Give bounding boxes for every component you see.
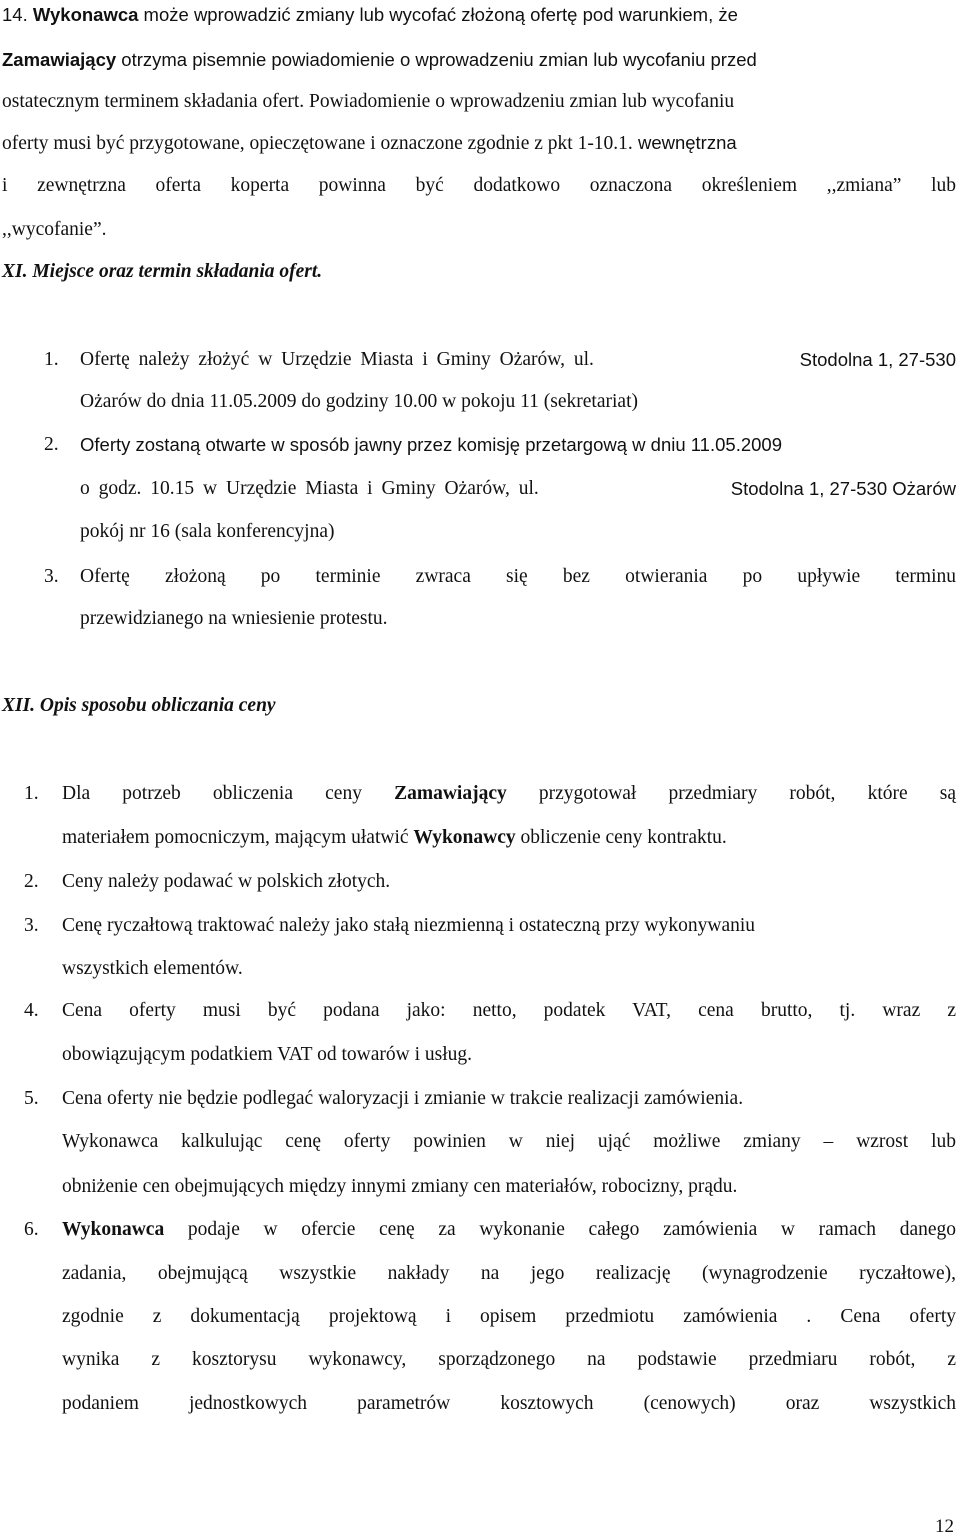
xii-item-5-line-3: obniżenie cen obejmujących między innymi zmiany cen materiałów, robocizny, prądu.: [62, 1176, 738, 1197]
section-xi-heading: XI. Miejsce oraz termin składania ofert.: [2, 261, 323, 282]
xii-item-5-line-2: [62, 1130, 956, 1154]
xi-item-3-line-1: [80, 565, 956, 589]
p14-line-6-text: ,,wycofanie”.: [2, 219, 107, 240]
p14-line-6: [2, 218, 107, 242]
page-number: 12: [935, 1516, 954, 1537]
xii-item-6-line-3: [62, 1305, 956, 1329]
p14-line-3-text: ostatecznym terminem składania ofert. Powiadomienie o wprowadzeniu zmian lub wycofaniu: [2, 91, 735, 112]
xi-item-2-number: 2.: [44, 434, 59, 455]
xii-item-6-text-e: podaniem jednostkowych parametrów kosztowych (cenowych) oraz wszystkich: [62, 1393, 956, 1414]
p14-line-5-text: i zewnętrzna oferta koperta powinna być dodatkowo oznaczona określeniem ,,zmiana” lub: [2, 175, 956, 196]
xii-item-2-line-1: Ceny należy podawać w polskich złotych.: [62, 871, 391, 892]
xi-item-1-text-b: Stodolna 1, 27-530: [799, 349, 956, 370]
p14-line-1-text: może wprowadzić zmiany lub wycofać złożoną ofertę pod warunkiem, że: [138, 4, 738, 25]
xi-item-3-number: 3.: [44, 566, 59, 587]
xii-item-6-text-c: zgodnie z dokumentacją projektową i opisem przedmiotu zamówienia . Cena oferty: [62, 1306, 956, 1327]
p14-number: 14.: [2, 4, 28, 25]
p14-line-3: [2, 90, 958, 114]
xii-item-6-text-a: podaje w ofercie cenę za wykonanie całego zamówienia w ramach danego: [164, 1219, 956, 1240]
xi-item-3-line-2: przewidzianego na wniesienie protestu.: [80, 608, 388, 629]
xii-item-6-wykonawca: Wykonawca: [62, 1219, 165, 1240]
xii-item-1-text-e: obliczenie ceny kontraktu.: [515, 827, 727, 848]
p14-line-2-text: otrzyma pisemnie powiadomienie o wprowadzeniu zmian lub wycofaniu przed: [116, 49, 757, 70]
xii-item-6-line-1: [62, 1218, 956, 1242]
xi-item-1-number: 1.: [44, 349, 59, 370]
p14-line-5: [2, 174, 956, 198]
xii-item-1-text-d: materiałem pomocniczym, mającym ułatwić: [62, 827, 414, 848]
xii-item-6-text-d: wynika z kosztorysu wykonawcy, sporządzonego na podstawie przedmiaru robót, z: [62, 1349, 956, 1370]
xii-item-1-zamawiajacy: Zamawiający: [394, 783, 507, 804]
xii-item-6-number: 6.: [24, 1219, 39, 1240]
xi-item-3-text: Ofertę złożoną po terminie zwraca się bez otwierania po upływie terminu: [80, 566, 956, 587]
p14-line-2: [2, 48, 757, 72]
xii-item-6-line-2: [62, 1262, 956, 1286]
xii-item-4-line-1: [62, 999, 956, 1023]
p14-line-4-text-b: wewnętrzna: [632, 132, 737, 153]
xii-item-1-line-2: [62, 826, 727, 850]
p14-line-1: [2, 3, 738, 27]
p14-line-4: [2, 131, 737, 155]
xii-item-1-wykonawcy: Wykonawcy: [413, 827, 516, 848]
xii-item-4-line-2: obowiązującym podatkiem VAT od towarów i usług.: [62, 1044, 472, 1065]
xi-item-2-line-2: [80, 477, 956, 501]
xi-item-2-text-a: o godz. 10.15 w Urzędzie Miasta i Gminy Ożarów, ul.: [80, 478, 539, 499]
section-xii-heading: XII. Opis sposobu obliczania ceny: [2, 695, 276, 716]
xii-item-4-number: 4.: [24, 1000, 39, 1021]
xi-item-2-line-1: Oferty zostaną otwarte w sposób jawny przez komisję przetargową w dniu 11.05.2009: [80, 434, 782, 455]
xii-item-6-line-4: [62, 1348, 956, 1372]
xii-item-1-text-c: przygotował przedmiary robót, które są: [506, 783, 957, 804]
xii-item-3-number: 3.: [24, 915, 39, 936]
xii-item-6-line-5: [62, 1392, 956, 1416]
xi-item-1-text-a: Ofertę należy złożyć w Urzędzie Miasta i Gminy Ożarów, ul.: [80, 349, 594, 370]
xi-item-2-text-b: Stodolna 1, 27-530 Ożarów: [730, 478, 956, 499]
xii-item-2-number: 2.: [24, 871, 39, 892]
xii-item-5-number: 5.: [24, 1088, 39, 1109]
xii-item-1-text-a: Dla potrzeb obliczenia ceny: [62, 783, 395, 804]
xi-item-1-line-2: Ożarów do dnia 11.05.2009 do godziny 10.00 w pokoju 11 (sekretariat): [80, 391, 638, 412]
xii-item-5-line-1: Cena oferty nie będzie podlegać waloryzacji i zmianie w trakcie realizacji zamówienia.: [62, 1088, 744, 1109]
xi-item-2-line-3: pokój nr 16 (sala konferencyjna): [80, 521, 335, 542]
xii-item-3-line-1: Cenę ryczałtową traktować należy jako stałą niezmienną i ostateczną przy wykonywaniu: [62, 915, 756, 936]
xii-item-6-text-b: zadania, obejmującą wszystkie nakłady na jego realizację (wynagrodzenie ryczałtowe),: [62, 1263, 956, 1284]
p14-wykonawca: Wykonawca: [32, 4, 139, 25]
xii-item-3-line-2: wszystkich elementów.: [62, 958, 243, 979]
p14-line-4-text-a: oferty musi być przygotowane, opieczętowane i oznaczone zgodnie z pkt 1-10.1.: [2, 133, 633, 154]
xii-item-4-text: Cena oferty musi być podana jako: netto, podatek VAT, cena brutto, tj. wraz z: [62, 1000, 956, 1021]
p14-zamawiajacy: Zamawiający: [2, 49, 117, 70]
xi-item-1-line-1: [80, 348, 956, 372]
xii-item-5-text: Wykonawca kalkulując cenę oferty powinien w niej ująć możliwe zmiany – wzrost lub: [62, 1131, 956, 1152]
xii-item-1-line-1: [62, 782, 956, 806]
xii-item-1-number: 1.: [24, 783, 39, 804]
